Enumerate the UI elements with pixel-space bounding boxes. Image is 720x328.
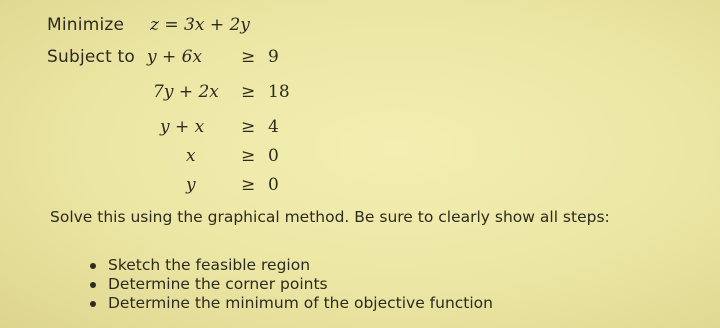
objective-function: z = 3x + 2y bbox=[150, 15, 250, 35]
subject-to-label: Subject to bbox=[47, 47, 136, 67]
constraint-relation: ≥ bbox=[241, 82, 256, 102]
constraint-rhs: 18 bbox=[268, 82, 290, 102]
constraint-relation: ≥ bbox=[241, 47, 256, 67]
steps-list bbox=[88, 256, 493, 313]
constraint-lhs: 7y + 2x bbox=[153, 82, 219, 102]
constraint-rhs: 4 bbox=[268, 117, 279, 137]
constraint-lhs: y bbox=[186, 175, 196, 195]
list-item: Determine the corner points bbox=[88, 275, 493, 294]
instructions-text: Solve this using the graphical method. Be sure to clearly show all steps: bbox=[50, 208, 610, 226]
minimize-label: Minimize bbox=[47, 15, 125, 35]
constraint-relation: ≥ bbox=[241, 117, 256, 137]
constraint-relation: ≥ bbox=[241, 175, 256, 195]
constraint-rhs: 0 bbox=[268, 175, 279, 195]
constraint-lhs: x bbox=[186, 146, 196, 166]
constraint-lhs: y + x bbox=[160, 117, 205, 137]
constraint-rhs: 0 bbox=[268, 146, 279, 166]
constraint-rhs: 9 bbox=[268, 47, 279, 67]
list-item: Sketch the feasible region bbox=[88, 256, 493, 275]
list-item: Determine the minimum of the objective function bbox=[88, 294, 493, 313]
constraint-lhs: y + 6x bbox=[147, 47, 203, 67]
constraint-relation: ≥ bbox=[241, 146, 256, 166]
